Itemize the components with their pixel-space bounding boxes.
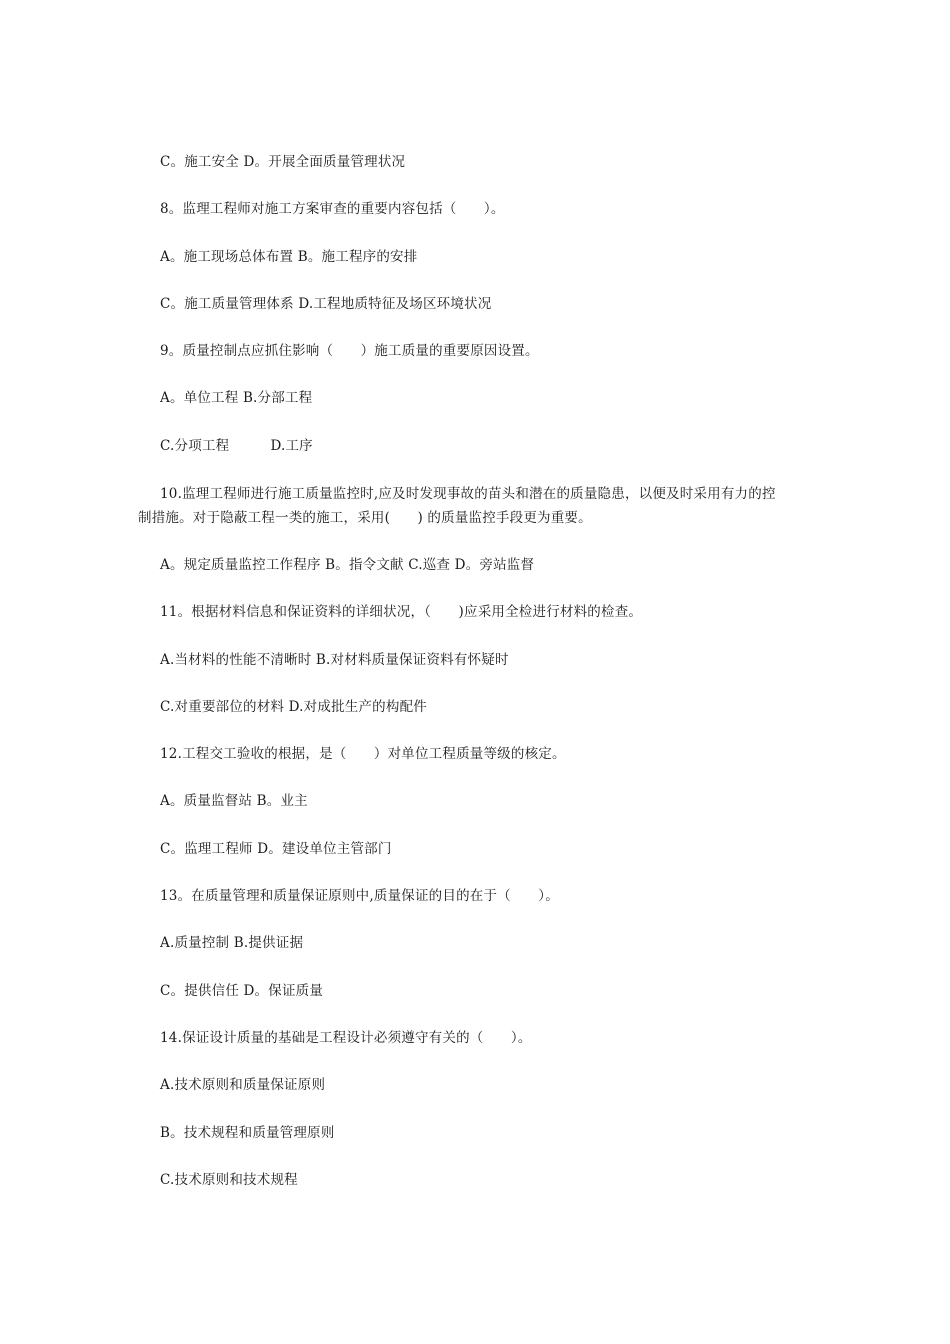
option-line-8cd: C。施工质量管理体系 D.工程地质特征及场区环境状况 <box>160 296 492 312</box>
option-line-9ab: A。单位工程 B.分部工程 <box>160 390 313 406</box>
option-line-9cd: C.分项工程 D.工序 <box>160 438 313 454</box>
question-8: 8。监理工程师对施工方案审查的重要内容包括（ ）。 <box>160 201 505 217</box>
option-line-11ab: A.当材料的性能不清晰时 B.对材料质量保证资料有怀疑时 <box>160 652 509 668</box>
option-line-11cd: C.对重要部位的材料 D.对成批生产的构配件 <box>160 699 427 715</box>
option-line-13ab: A.质量控制 B.提供证据 <box>160 935 304 951</box>
question-10-line-2: 制措施。对于隐蔽工程一类的施工，采用( ) 的质量监控手段更为重要。 <box>138 510 592 526</box>
option-line-10: A。规定质量监控工作程序 B。指令文献 C.巡查 D。旁站监督 <box>160 557 535 573</box>
option-line-13cd: C。提供信任 D。保证质量 <box>160 983 324 999</box>
option-14b: B。技术规程和质量管理原则 <box>160 1125 335 1141</box>
option-14c: C.技术原则和技术规程 <box>160 1172 298 1188</box>
option-line-7cd: C。施工安全 D。开展全面质量管理状况 <box>160 154 406 170</box>
option-line-12ab: A。质量监督站 B。业主 <box>160 793 308 809</box>
question-9: 9。质量控制点应抓住影响（ ）施工质量的重要原因设置。 <box>160 343 539 359</box>
option-14a: A.技术原则和质量保证原则 <box>160 1077 326 1093</box>
question-11: 11。根据材料信息和保证资料的详细状况，（ )应采用全检进行材料的检查。 <box>160 604 643 620</box>
option-line-12cd: C。监理工程师 D。建设单位主管部门 <box>160 841 392 857</box>
question-12: 12.工程交工验收的根据，是（ ）对单位工程质量等级的核定。 <box>160 746 566 762</box>
question-10-line-1: 10.监理工程师进行施工质量监控时,应及时发现事故的苗头和潜在的质量隐患，以便及时采用有力的控 <box>160 486 776 502</box>
question-14: 14.保证设计质量的基础是工程设计必须遵守有关的（ ）。 <box>160 1030 532 1046</box>
option-line-8ab: A。施工现场总体布置 B。施工程序的安排 <box>160 249 418 265</box>
question-13: 13。在质量管理和质量保证原则中,质量保证的目的在于（ ）。 <box>160 888 559 904</box>
